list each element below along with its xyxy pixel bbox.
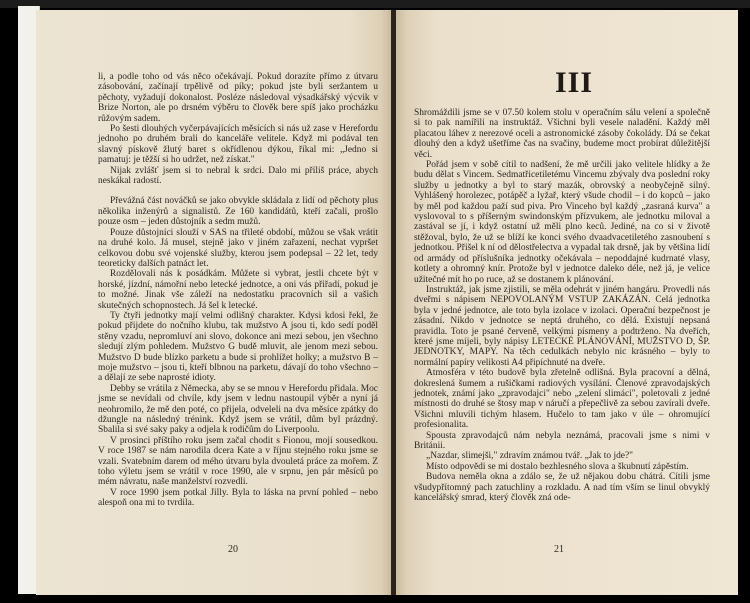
left-page: [36, 10, 392, 595]
right-page: [396, 10, 738, 595]
paragraph: Pořád jsem v sobě cítil to nadšení, že mě určili jako velitele hlídky a že budu dělat s Vincem. Sedmatřicetiletému Vincemu zbývaly dva poslední roky služby u jednotky a byl to starý mazák, obrovský a neobyčejně silný. Vyhlášený horolezec, potápěč a lyžař, který všude chodil – i do kopců – jako by měl pod každou paží sud piva. Pro Vinceho byl každý „zasraná kurva" a vyslovoval to s příšerným swindonským přízvukem, ale jednotku miloval a zastával se jí, i když ostatní už měli plno keců. Jediné, na co si v životě stěžoval, bylo, že už se blíží ke konci svého dvaadvacetiletého zasnoubení s jednotkou. Přišel k ní od dělostřelectva a vypadal tak drsně, jak by většina lidí od armády od příslušníka jednotky očekávala – nepoddajné kudrnaté vlasy, kotlety a ohromný knír. Protože byl v jednotce daleko déle, než já, je velice užitečné mít ho po ruce, až se dostanem k plánování.: [414, 160, 710, 285]
left-page-number: 20: [228, 544, 238, 555]
paragraph: V prosinci příštího roku jsem začal chodit s Fionou, mojí sousedkou. V roce 1987 se nám narodila dcera Kate a v říjnu stejného roku jsme se vzali. Svatebním darem od mého útvaru byla dvouletá práce za mořem. Z toho výletu jsem se vrátil v roce 1990, ale v srpnu, jen pár měsíců po mém návratu, naše manželství rozvedli.: [98, 435, 378, 488]
paragraph: li, a podle toho od vás něco očekávají. Pokud dorazíte přímo z útvaru zásobování, začínají trpělivě od píky; pokud jste byli seržantem u pěchoty, vyžadují dokonalost. Posléze následoval výsadkářský výcvik v Brize Norton, ale po drsném výběru to člověk bere spíš jako procházku růžovým sadem.: [98, 72, 378, 124]
paragraph: Převážná část nováčků se jako obvykle skládala z lidí od pěchoty plus několika inženýrů a signalistů. Ze 160 kandidátů, kteří začali, prošlo pouze osm – jeden důstojník a sedm mužů.: [98, 196, 378, 228]
paragraph: V roce 1990 jsem potkal Jilly. Byla to láska na první pohled – nebo alespoň ona mi to tvrdila.: [98, 487, 378, 509]
scan-top-border: [0, 0, 750, 8]
left-page-text: [98, 72, 378, 509]
paragraph: Instruktáž, jak jsme zjistili, se měla odehrát v jiném hangáru. Provedli nás dveřmi s nápisem NEPOVOLANÝM VSTUP ZAKÁZÁN. Celá jednotka byla v jedné jednotce, ale toto byla izolace v izolaci. Operační bezpečnost je zásadní. Nikdo v jednotce se neptá druhého, co dělá. Existují nepsaná pravidla. Toto je psané červeně, velkými písmeny a podtrženo. Na dveřích, které jsme míjeli, byly nápisy LETECKÉ PLÁNOVÁNÍ, MUŽSTVO D, ŠP. JEDNOTKY, MAPY. Na těch cedulkách nebylo nic krásného – byly to normální papíry velikosti A4 připíchnuté na dveře.: [414, 284, 710, 368]
paragraph: Po šesti dlouhých vyčerpávajících měsících si nás už zase v Herefordu jednoho po druhém brali do kanceláře velitele. Když mi podával ten slavný pískově žlutý baret s okřídlenou dýkou, říkal mi: „Jedno si pamatuj: je těžší si ho udržet, než získat.": [98, 124, 378, 166]
paragraph: Debby se vrátila z Německa, aby se se mnou v Herefordu přidala. Moc jsme se nevídali od chvíle, kdy jsem v lednu nastoupil výběr a nyní já neohromilo, že mě den poté, co přijela, odveleli na dva měsíce zpátky do džungle na následný trénink. Když jsem se vrátil, dům byl prázdný. Sbalila si své saky paky a odjela k rodičům do Liverpoolu.: [98, 383, 378, 436]
paragraph: Místo odpovědi se mi dostalo bezhlesného slova a škubnutí zápěstím.: [426, 461, 689, 472]
chapter-heading: III: [554, 66, 594, 99]
paragraph: Nijak zvlášť jsem si to nebral k srdci. Dalo mi příliš práce, abych neskákal radostí.: [98, 165, 378, 187]
paragraph: „Nazdar, slimejši," zdravím známou tvář. „Jak to jde?": [426, 451, 634, 462]
right-page-text: [414, 108, 710, 503]
paragraph: Shromáždili jsme se v 07.50 kolem stolu v operačním sálu velení a společně si to pak namířili na instruktáž. Všichni byli vesele naladění. Každý měl placatou láhev z nerezové oceli a astronomické zásoby čokolády. Dá se čekat dlouhý den a když ušetříme čas na svačiny, budeme moct probírat důležitější věci.: [414, 108, 710, 160]
paragraph: Pouze důstojníci slouží v SAS na třileté období, můžou se však vrátit na druhé kolo. Já musel, stejně jako v jiném zařazení, nechat vypršet celkovou dobu své vojenské služby, kterou jsem podepsal – 22 let, tedy teoreticky dalších patnáct let.: [98, 227, 378, 269]
paragraph: Budova neměla okna a zdálo se, že už nějakou dobu chátrá. Cítili jsme všudypřítomný pach zatuchliny a rozkladu. A nad tím vším se linul obvyklý kancelářský smrad, který člověk zná ode-: [414, 472, 710, 504]
paragraph: Ty čtyři jednotky mají velmi odlišný charakter. Kdysi kdosi řekl, že pokud přijdete do nočního klubu, tak mužstvo A jsou ti, kdo sedí poděl stěny vzadu, nepromluví ani slovo, dokonce ani mezi sebou, jen všechno sledují zlým pohledem. Mužstvo G budě mluvit, ale jenom mezi sebou. Mužstvo D bude blízko parketu a bude si prohlížet holky; a mužstvo B – moje mužstvo – jsou ti, kteří blbnou na parketu, dávají do toho všechno – a dělají ze sebe naprosté idioty.: [98, 310, 378, 384]
paragraph: Spousta zpravodajců nám nebyla neznámá, pracovali jsme s nimi v Británii.: [414, 430, 710, 451]
paragraph: Atmosféra v této budově byla zřetelně odlišná. Byla pracovní a dělná, dokreslená šumem a rušičkami radiových vysílání. Členové zpravodajských jednotek, známí jako „zpravodajci" nebo „zelení slimáci", poletovali z jedné místnosti do druhé se štosy map v náručí a přepečlivě za sebou zavírali dveře. Všichni mluvili tichým hlasem. Hučelo to tam jako v úle – ohromující profesionalita.: [414, 368, 710, 431]
right-page-number: 21: [554, 544, 564, 555]
paragraph: Rozdělovali nás k posádkám. Můžete si vybrat, jestli chcete být v horské, jízdní, námořní nebo letecké jednotce, a oni vás přiřadí, pokud je to možné. Jinak vše záleží na nedostatku pracovních sil a vašich skutečných schopnostech. Já šel k letecké.: [98, 269, 378, 311]
